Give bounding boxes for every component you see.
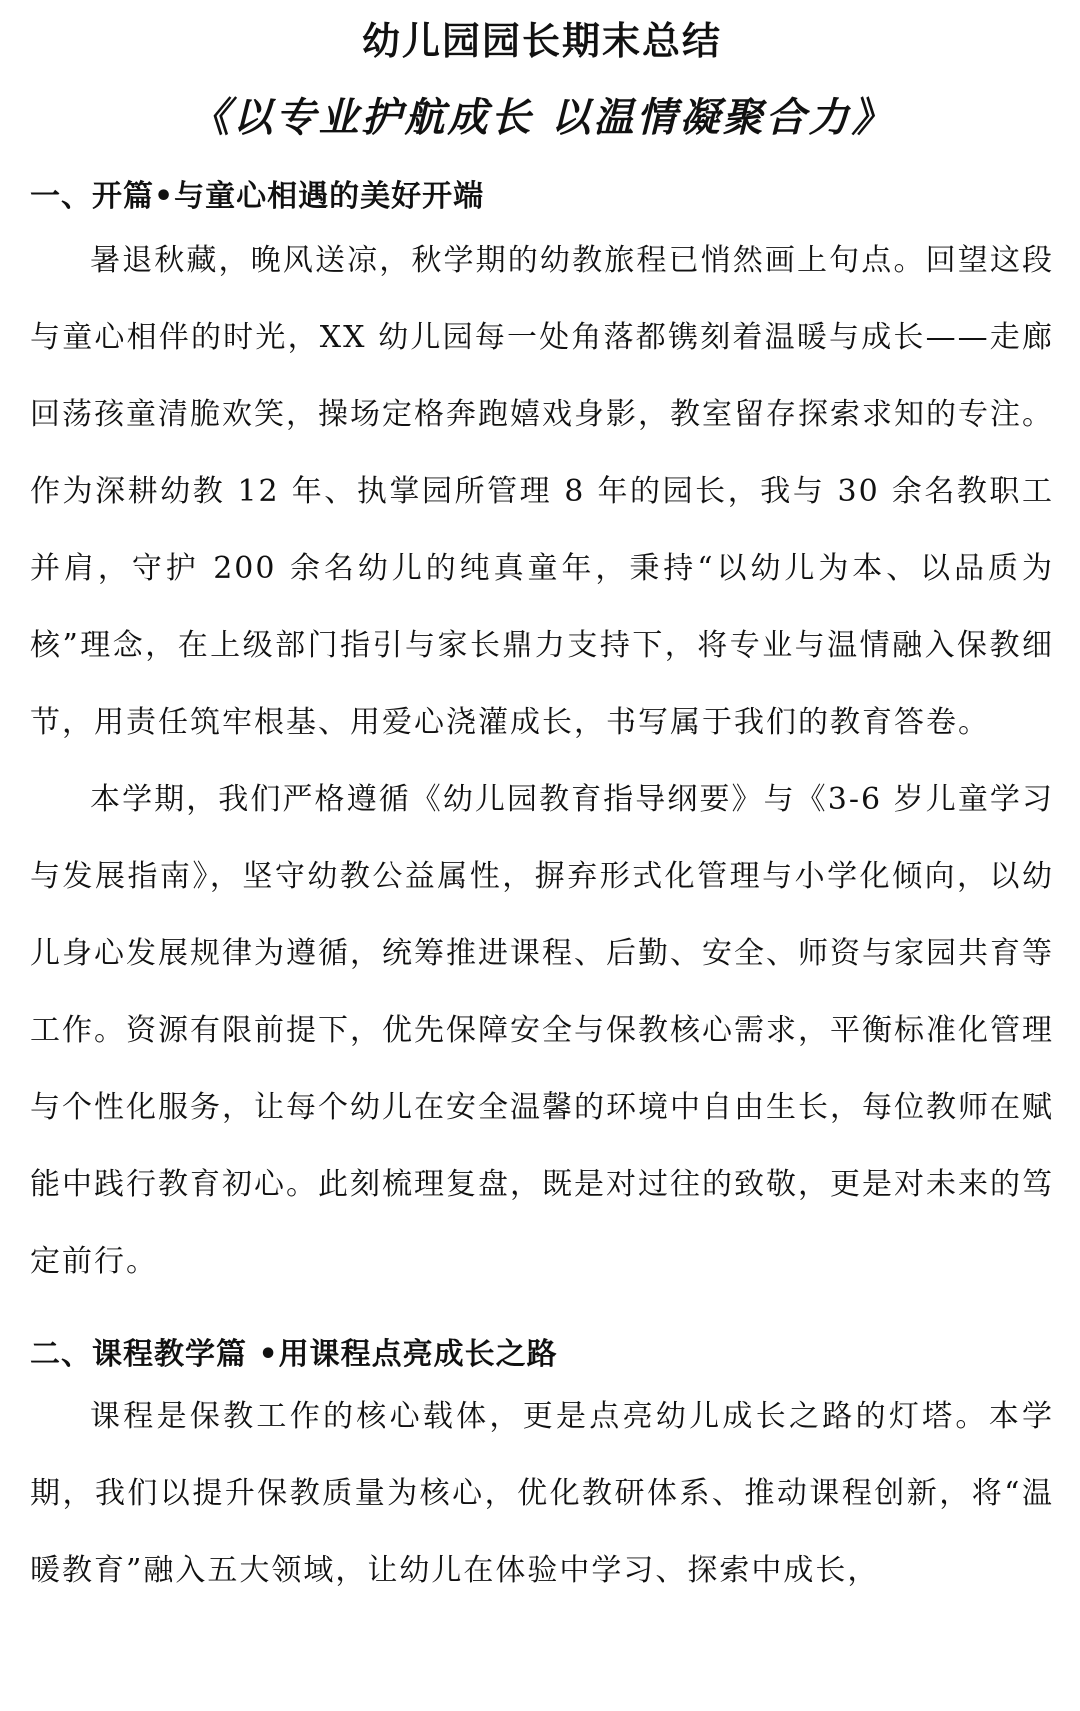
document-subtitle: 《以专业护航成长 以温情凝聚合力》	[189, 95, 895, 141]
section-paragraph: 暑退秋藏，晚风送凉，秋学期的幼教旅程已悄然画上句点。回望这段与童心相伴的时光，XX 幼儿园每一处角落都镌刻着温暖与成长——走廊回荡孩童清脆欢笑，操场定格奔跑嬉戏身影，教室留存探索求知的专注。作为深耕幼教 12 年、执掌园所管理 8 年的园长，我与 30 余名教职工并肩，守护 200 余名幼儿的纯真童年，秉持“以幼儿为本、以品质为核”理念，在上级部门指引与家长鼎力支持下，将专业与温情融入保教细节，用责任筑牢根基、用爱心浇灌成长，书写属于我们的教育答卷。	[30, 243, 1054, 740]
section-paragraph: 课程是保教工作的核心载体，更是点亮幼儿成长之路的灯塔。本学期，我们以提升保教质量为核心，优化教研体系、推动课程创新，将“温暖教育”融入五大领域，让幼儿在体验中学习、探索中成长，	[30, 1399, 1054, 1588]
section-heading-curriculum: 二、课程教学篇 •用课程点亮成长之路	[30, 1337, 558, 1372]
section-paragraph: 本学期，我们严格遵循《幼儿园教育指导纲要》与《3-6 岁儿童学习与发展指南》，坚守幼教公益属性，摒弃形式化管理与小学化倾向，以幼儿身心发展规律为遵循，统筹推进课程、后勤、安全、师资与家园共育等工作。资源有限前提下，优先保障安全与保教核心需求，平衡标准化管理与个性化服务，让每个幼儿在安全温馨的环境中自由生长，每位教师在赋能中践行教育初心。此刻梳理复盘，既是对过往的致敬，更是对未来的笃定前行。	[30, 782, 1054, 1279]
section-heading-opening: 一、开篇•与童心相遇的美好开端	[30, 179, 485, 214]
document-title: 幼儿园园长期末总结	[361, 19, 722, 63]
